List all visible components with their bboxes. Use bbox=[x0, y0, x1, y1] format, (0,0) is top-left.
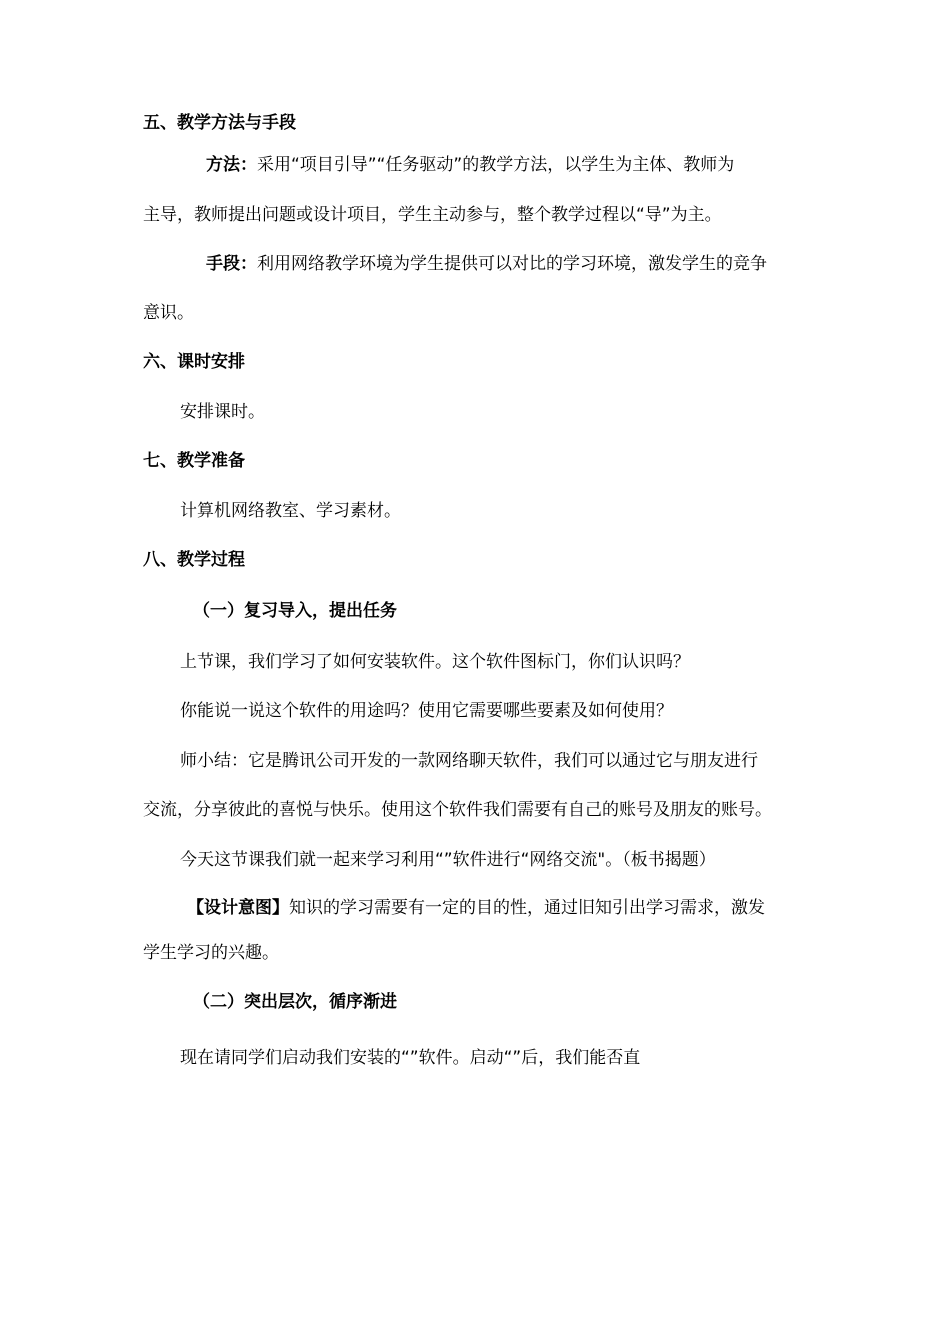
paragraph-methods bbox=[206, 153, 734, 177]
design-intent-line-1: 知识的学习需要有一定的目的性，通过旧知引出学习需求，激发 bbox=[289, 898, 765, 918]
section-heading-methods: 五、教学方法与手段 bbox=[143, 113, 296, 133]
method-label: 方法： bbox=[206, 155, 257, 175]
preparation-text: 计算机网络教室、学习素材。 bbox=[180, 501, 401, 521]
section-heading-preparation: 七、教学准备 bbox=[143, 451, 245, 471]
section-heading-schedule: 六、课时安排 bbox=[143, 352, 245, 372]
review-paragraph-1: 上节课，我们学习了如何安装软件。这个软件图标门，你们认识吗？ bbox=[180, 652, 690, 672]
means-text-line-2: 意识。 bbox=[143, 303, 194, 323]
review-summary-line-1: 师小结：它是腾讯公司开发的一款网络聊天软件，我们可以通过它与朋友进行 bbox=[180, 751, 758, 771]
subsection-heading-levels: （二）突出层次，循序渐进 bbox=[193, 992, 397, 1012]
paragraph-means bbox=[206, 252, 767, 276]
design-intent-label: 【设计意图】 bbox=[187, 898, 289, 918]
means-label: 手段： bbox=[206, 254, 257, 274]
design-intent-line-2: 学生学习的兴趣。 bbox=[143, 943, 279, 963]
method-text-line-2: 主导，教师提出问题或设计项目，学生主动参与，整个教学过程以“导”为主。 bbox=[143, 205, 722, 225]
review-paragraph-2: 你能说一说这个软件的用途吗？使用它需要哪些要素及如何使用？ bbox=[180, 701, 673, 721]
review-paragraph-4: 今天这节课我们就一起来学习利用“”软件进行“网络交流"。（板书揭题） bbox=[180, 850, 716, 870]
means-text-line-1: 利用网络教学环境为学生提供可以对比的学习环境，激发学生的竞争 bbox=[257, 254, 767, 274]
section-heading-process: 八、教学过程 bbox=[143, 550, 245, 570]
design-intent-paragraph bbox=[187, 896, 765, 920]
subsection-heading-review: （一）复习导入，提出任务 bbox=[193, 601, 397, 621]
review-summary-line-2: 交流，分享彼此的喜悦与快乐。使用这个软件我们需要有自己的账号及朋友的账号。 bbox=[143, 800, 772, 820]
schedule-text: 安排课时。 bbox=[180, 402, 265, 422]
method-text-line-1: 采用“项目引导”“任务驱动”的教学方法，以学生为主体、教师为 bbox=[257, 155, 735, 175]
levels-paragraph-1: 现在请同学们启动我们安装的“”软件。启动“”后，我们能否直 bbox=[180, 1048, 641, 1068]
